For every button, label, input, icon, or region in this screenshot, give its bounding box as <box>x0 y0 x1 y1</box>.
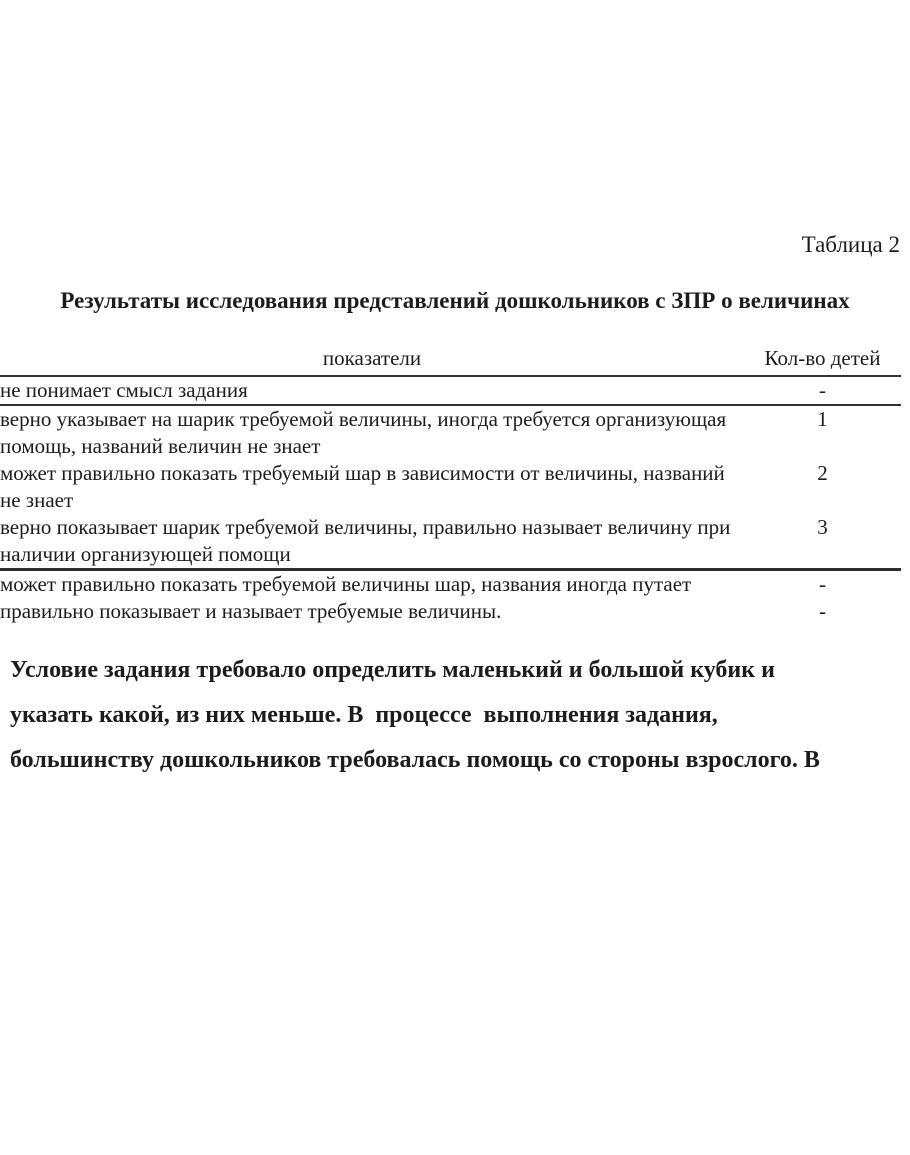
count-cell: 2 <box>817 461 828 485</box>
table-row <box>0 514 901 570</box>
paragraph-line: Условие задания требовало определить маленький и большой кубик и <box>10 657 775 683</box>
indicator-cell: может правильно показать требуемой величины шар, названия иногда путает <box>0 572 692 596</box>
count-cell: - <box>819 599 826 623</box>
table-caption: Таблица 2 <box>801 232 900 257</box>
paragraph-line: указать какой, из них меньше. В процессе выполнения задания, <box>10 702 718 728</box>
indicator-cell: верно указывает на шарик требуемой величины, иногда требуется организующая помощь, названий величин не знает <box>0 407 727 458</box>
indicator-cell: правильно показывает и называет требуемые величины. <box>0 599 502 623</box>
table-row <box>0 570 901 599</box>
indicator-cell: может правильно показать требуемый шар в зависимости от величины, названий не знает <box>0 461 725 512</box>
count-cell: 3 <box>817 515 828 539</box>
table-title: Результаты исследования представлений дошкольников с ЗПР о величинах <box>60 288 850 313</box>
column-header-indicators: показатели <box>322 346 422 370</box>
indicator-cell: не понимает смысл задания <box>0 378 248 402</box>
count-cell: - <box>819 572 826 596</box>
table-row <box>0 405 901 460</box>
table-header-row <box>0 347 901 376</box>
paragraph-line: большинству дошкольников требовалась помощь со стороны взрослого. В <box>10 747 820 773</box>
body-paragraph <box>0 648 910 783</box>
count-cell: - <box>819 378 826 402</box>
indicator-cell: верно показывает шарик требуемой величины, правильно называет величину при наличии организующей помощи <box>0 515 731 566</box>
table-row <box>0 376 901 405</box>
results-table <box>0 347 901 625</box>
table-row <box>0 460 901 514</box>
table-row <box>0 598 901 625</box>
column-header-children-count: Кол-во детей <box>764 346 881 370</box>
count-cell: 1 <box>817 407 828 431</box>
